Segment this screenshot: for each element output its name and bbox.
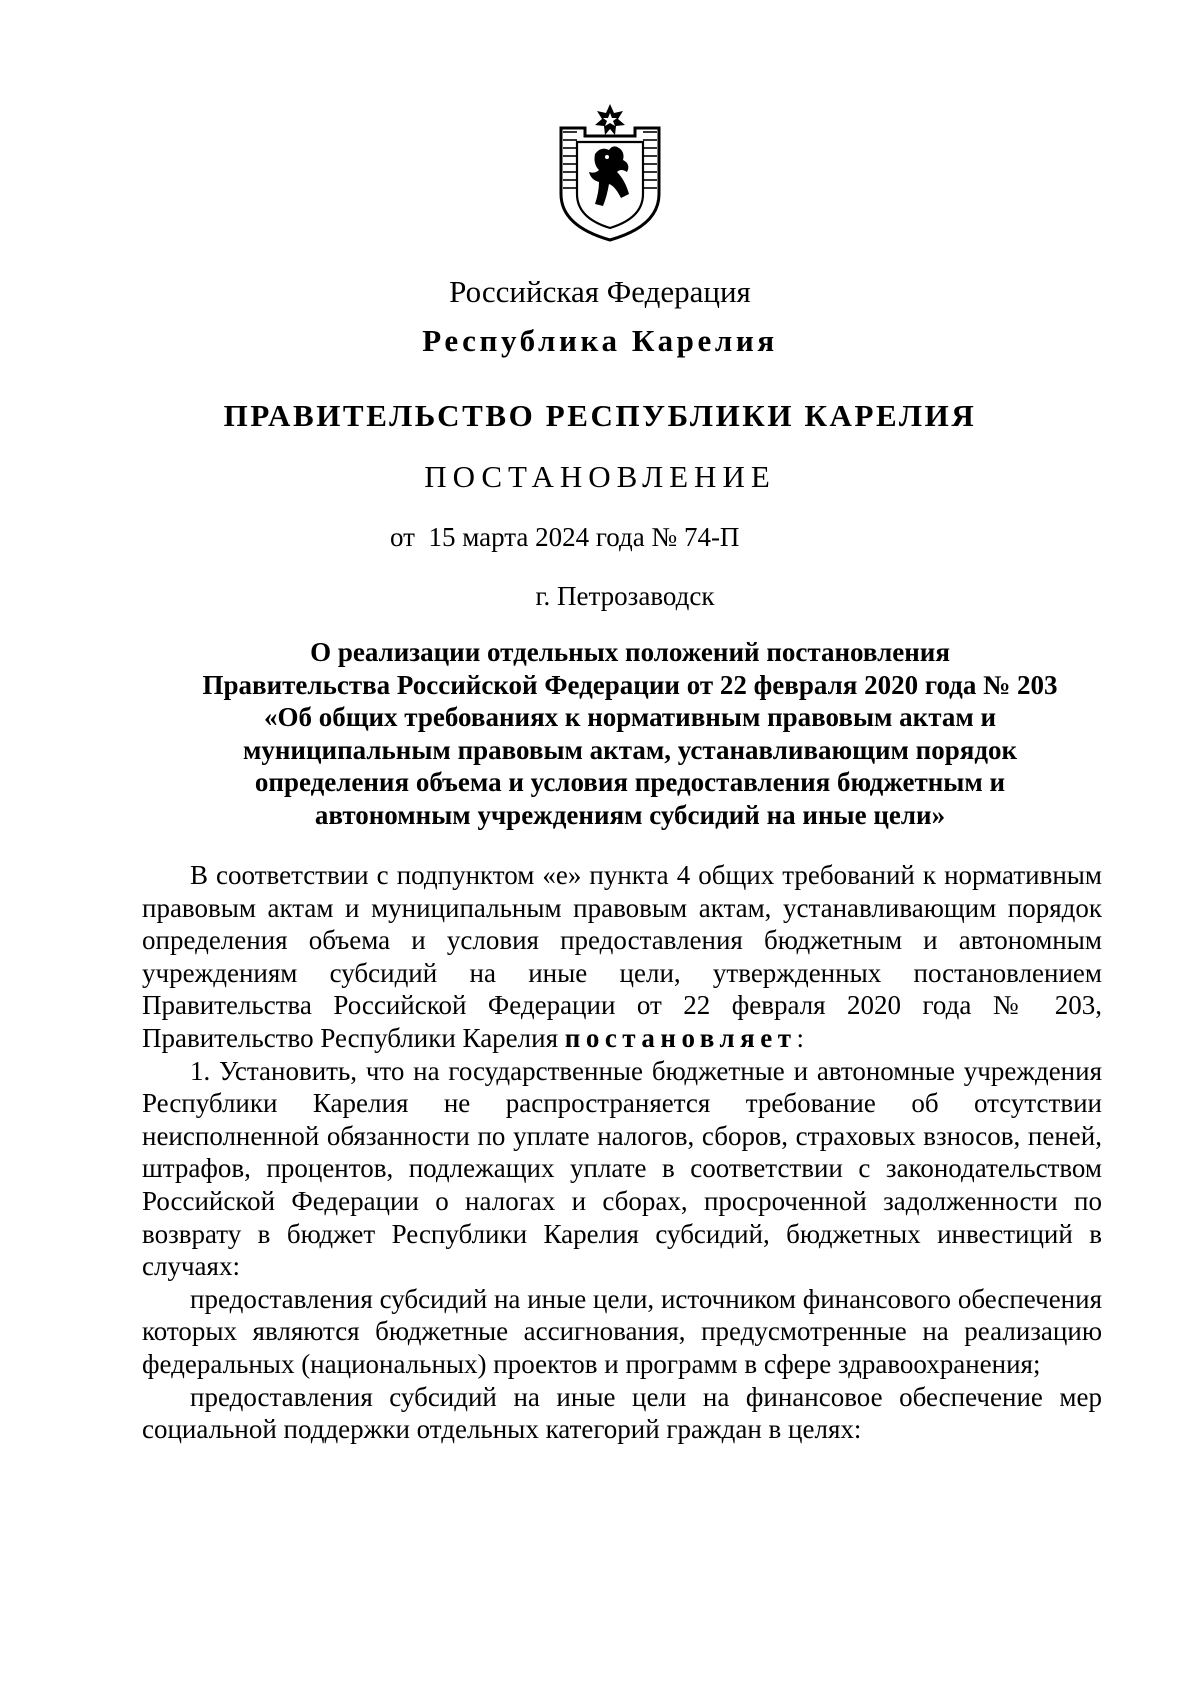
preamble-text: В соответствии с подпунктом «е» пункта 4 общих требований к нормативным правовым актам и муниципальным правовым актам, устанавливающим порядок определения объема и условия предоставления бюджетным и автономным учреждениям субсидий на иные цели, утвержденных постановлением Правительства Российской Федерации от 22 февраля 2020 года № 203, Правительство Республики Карелия [142,860,1102,1053]
government-name: ПРАВИТЕЛЬСТВО РЕСПУБЛИКИ КАРЕЛИЯ [223,398,977,433]
document-city: г. Петрозаводск [535,581,715,611]
item-1-paragraph: 1. Установить, что на государственные бюджетные и автономные учреждения Республики Карелия не распространяется требование об отсутствии неисполненной обязанности по уплате налогов, сборов, страховых взносов, пеней, штрафов, процентов, подлежащих уплате в соответствии с законодательством Российской Федерации о налогах и сборах, просроченной задолженности по возврату в бюджет Республики Карелия субсидий, бюджетных инвестиций в случаях: [142,1055,1102,1282]
title-line: Правительства Российской Федерации от 22 февраля 2020 года № 203 [202,669,1058,700]
title-line: «Об общих требованиях к нормативным правовым актам и [263,702,997,732]
country-name: Российская Федерация [449,274,751,309]
title-line: муниципальным правовым актам, устанавливающим порядок [242,734,1018,765]
case-2-paragraph: предоставления субсидий на иные цели на финансовое обеспечение мер социальной поддержки отдельных категорий граждан в целях: [142,1381,1102,1445]
document-type: ПОСТАНОВЛЕНИЕ [424,459,776,494]
republic-name: Республика Карелия [422,323,778,358]
document-title [140,636,1120,831]
case-1-paragraph: предоставления субсидий на иные цели, источником финансового обеспечения которых являются бюджетные ассигнования, предусмотренные на реализацию федеральных (национальных) проектов и программ в сфере здравоохранения; [142,1283,1102,1379]
title-line: О реализации отдельных положений постановления [310,637,950,667]
title-line: определения объема и условия предоставления бюджетным и [254,767,1006,797]
decree-colon: : [796,1022,805,1053]
coat-of-arms-icon [555,102,665,242]
document-date-number: от 15 марта 2024 года № 74-П [390,522,740,552]
preamble-paragraph [142,859,1102,1055]
document-body [142,859,1102,1446]
decree-word: постановляет [564,1022,797,1053]
title-line: автономным учреждениям субсидий на иные цели» [314,799,946,830]
